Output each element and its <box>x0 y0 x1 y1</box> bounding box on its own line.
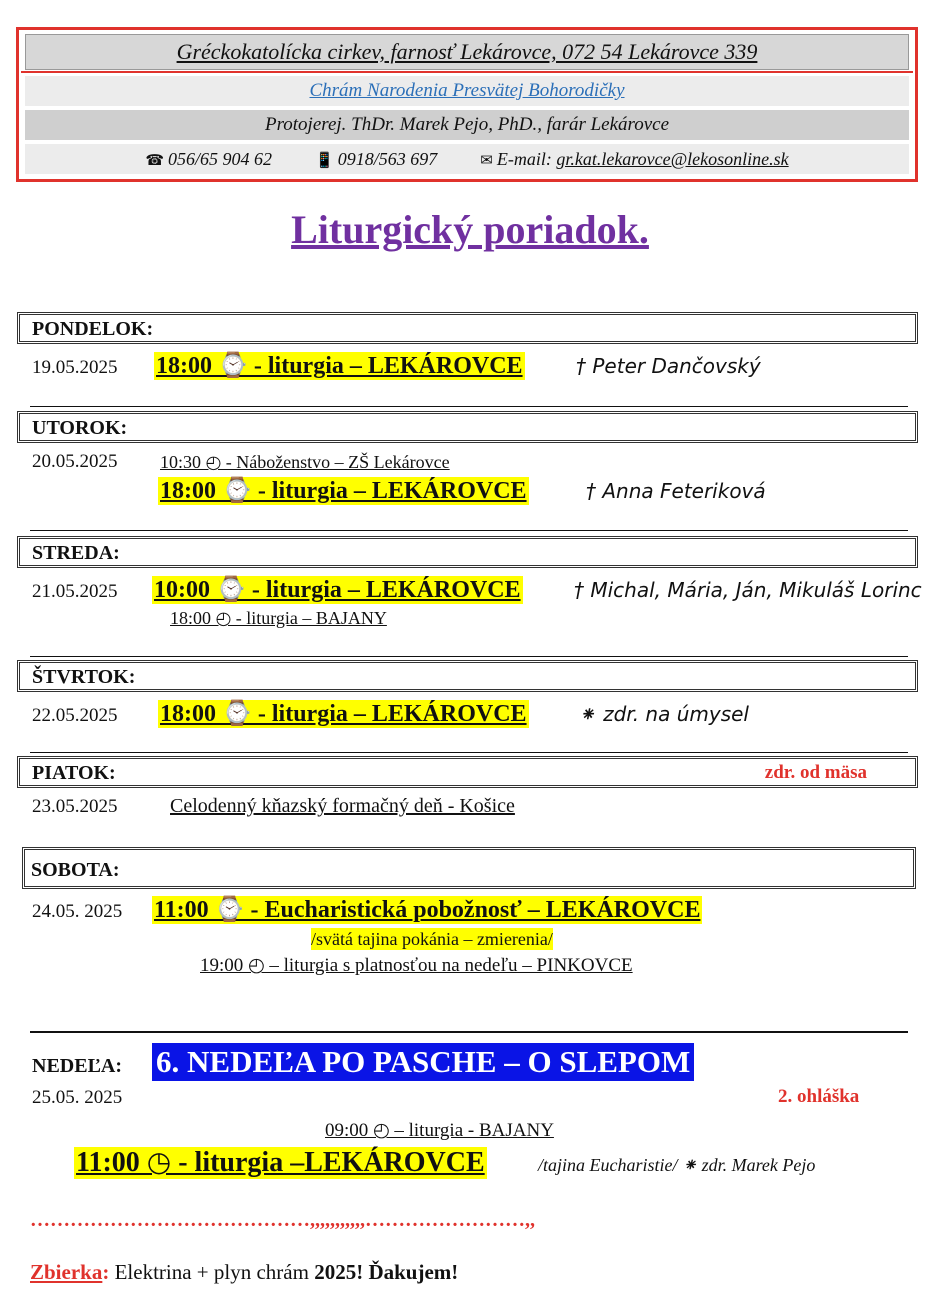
announcement-note: 2. ohláška <box>778 1086 860 1107</box>
divider-line <box>30 530 908 531</box>
date-tuesday: 20.05.2025 <box>32 451 118 472</box>
liturgy-tuesday: 18:00 ⌚ - liturgia – LEKÁROVCE <box>160 478 527 504</box>
liturgy-thursday: 18:00 ⌚ - liturgia – LEKÁROVCE <box>160 701 527 727</box>
date-wednesday: 21.05.2025 <box>32 581 118 602</box>
intention-monday: † Peter Dančovský <box>576 354 761 378</box>
divider-line <box>30 656 908 657</box>
date-sunday: 25.05. 2025 <box>32 1087 123 1108</box>
schedule-sunday-small: 09:00 ◴ – liturgia - BAJANY <box>325 1120 554 1141</box>
page-title: Liturgický poriadok. <box>291 207 649 252</box>
mobile-icon: 📱 <box>315 153 334 169</box>
email-link[interactable]: gr.kat.lekarovce@lekosonline.sk <box>556 149 789 169</box>
day-header-thursday: ŠTVRTOK: <box>17 660 918 692</box>
divider-line <box>30 1031 908 1033</box>
collection-text: Elektrina + plyn chrám <box>109 1260 315 1284</box>
day-header-wednesday: STREDA: <box>17 536 918 568</box>
day-header-saturday: SOBOTA: <box>22 847 916 889</box>
date-monday: 19.05.2025 <box>32 357 118 378</box>
intention-tuesday: † Anna Feteriková <box>586 479 766 503</box>
divider-line <box>30 752 908 753</box>
divider-line <box>30 406 908 407</box>
liturgy-wednesday: 10:00 ⌚ - liturgia – LEKÁROVCE <box>154 577 521 603</box>
parish-header <box>16 27 918 182</box>
intention-thursday: ⁕ zdr. na úmysel <box>580 702 749 726</box>
mobile-number: 0918/563 697 <box>337 149 438 169</box>
priest-name: Protojerej. ThDr. Marek Pejo, PhD., farár Lekárovce <box>25 110 909 140</box>
collection-footer: Zbierka: Elektrina + plyn chrám 2025! Ďakujem! <box>30 1260 459 1284</box>
phone-icon: ☎ <box>145 153 165 169</box>
mail-icon: ✉ <box>480 153 493 169</box>
collection-thanks: 2025! Ďakujem! <box>314 1260 459 1284</box>
day-header-tuesday: UTOROK: <box>17 411 918 443</box>
parish-name: Gréckokatolícka cirkev, farnosť Lekárovce, 072 54 Lekárovce 339 <box>25 34 909 70</box>
intention-sunday: /tajina Eucharistie/ ⁕ zdr. Marek Pejo <box>538 1155 816 1175</box>
church-name: Chrám Narodenia Presvätej Bohorodičky <box>25 76 909 106</box>
schedule-saturday-small: 19:00 ◴ – liturgia s platnosťou na nedeľu – PINKOVCE <box>200 955 633 976</box>
schedule-tuesday-small: 10:30 ◴ - Náboženstvo – ZŠ Lekárovce <box>160 452 450 472</box>
date-friday: 23.05.2025 <box>32 796 118 817</box>
day-label-sunday: NEDEĽA: <box>32 1055 123 1077</box>
liturgy-monday: 18:00 ⌚ - liturgia – LEKÁROVCE <box>156 353 523 379</box>
header-separator <box>21 71 913 73</box>
date-saturday: 24.05. 2025 <box>32 901 123 922</box>
phone-number: 056/65 904 62 <box>168 149 273 169</box>
schedule-friday: Celodenný kňazský formačný deň - Košice <box>170 795 515 817</box>
collection-label: Zbierka <box>30 1260 103 1284</box>
saturday-subnote: /svätá tajina pokánia – zmierenia/ <box>311 929 553 949</box>
day-header-friday: PIATOK: zdr. od mäsa <box>17 756 918 788</box>
contact-row <box>25 144 909 174</box>
liturgy-saturday: 11:00 ⌚ - Eucharistická pobožnosť – LEKÁROVCE <box>154 897 701 923</box>
sunday-title: 6. NEDEĽA PO PASCHE – O SLEPOM <box>152 1043 694 1081</box>
liturgy-sunday: 11:00 ◷ - liturgia –LEKÁROVCE <box>76 1147 485 1178</box>
intention-wednesday: † Michal, Mária, Ján, Mikuláš Lorinc <box>574 578 922 602</box>
schedule-wednesday-small: 18:00 ◴ - liturgia – BAJANY <box>170 608 387 628</box>
email-label: E-mail: <box>496 149 552 169</box>
dotted-divider: ……………………………………,,,,,,,,,,,……………………,, <box>30 1210 535 1230</box>
date-thursday: 22.05.2025 <box>32 705 118 726</box>
fasting-note: zdr. od mäsa <box>764 762 867 783</box>
day-header-monday: PONDELOK: <box>17 312 918 344</box>
